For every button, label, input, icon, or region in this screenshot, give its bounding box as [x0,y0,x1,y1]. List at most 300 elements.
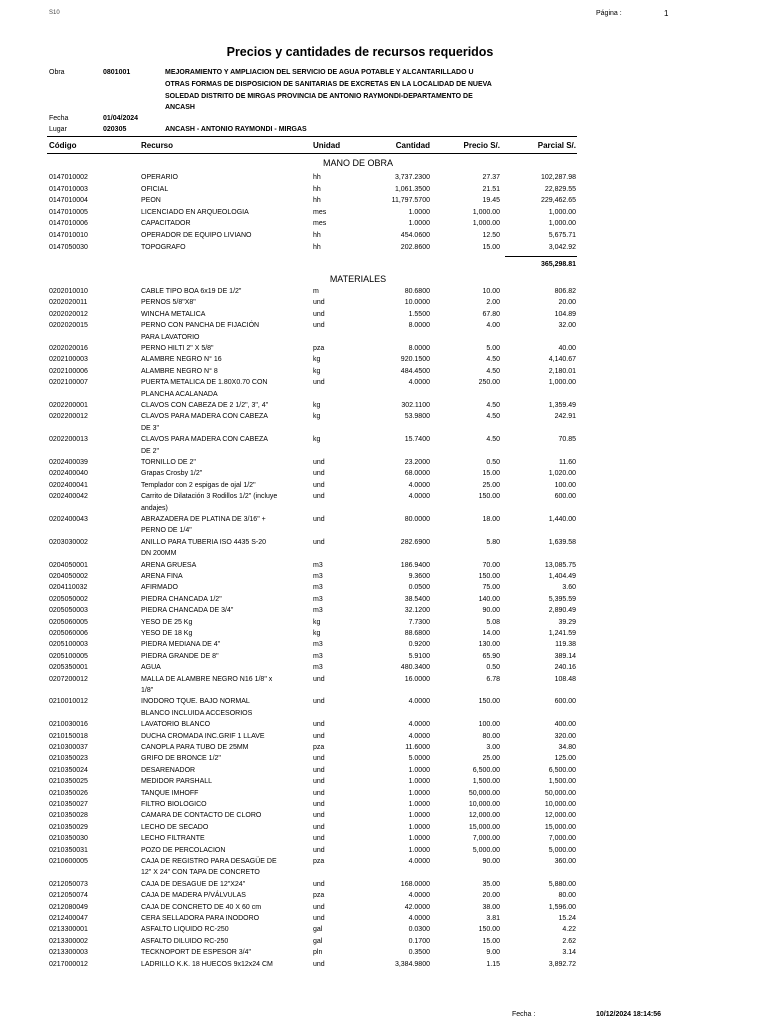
resource-partial: 50,000.00 [544,789,576,797]
resource-code: 0147010006 [49,220,88,228]
resource-price: 150.00 [478,698,500,706]
page-title: Precios y cantidades de recursos requeridos [226,45,494,59]
resource-name: CLAVOS CON CABEZA DE 2 1/2", 3", 4" [141,402,269,409]
resource-name-continued: PERNO DE 1/4" [141,527,192,535]
col-header-parcial: Parcial S/. [537,141,576,150]
resource-name: CLAVOS PARA MADERA CON CABEZA [141,436,268,444]
col-header-codigo: Código [49,141,77,150]
table-row [0,196,768,206]
resource-partial: 400.00 [554,721,576,729]
resource-quantity: 32.1200 [404,607,430,615]
resource-unit: und [313,789,325,797]
resource-quantity: 16.0000 [404,675,430,683]
resource-name: Grapas Crosby 1/2" [141,470,203,478]
resource-quantity: 202.8600 [400,243,430,251]
resource-quantity: 4.0000 [408,379,430,387]
resource-price: 12.50 [482,232,500,239]
table-row [0,846,768,856]
resource-unit: kg [313,436,321,444]
resource-name: Carrito de Dilatación 3 Rodillos 1/2" (incluye [141,493,278,501]
resource-unit: m3 [313,641,323,649]
resource-name-continued: andajes) [141,504,168,512]
resource-price: 250.00 [478,379,500,387]
resource-quantity: 4.0000 [408,481,430,489]
resource-unit: m3 [313,652,323,660]
resource-price: 100.00 [478,721,500,729]
resource-partial: 1,241.59 [548,630,576,637]
resource-quantity: 4.0000 [408,721,430,729]
resource-quantity: 0.3500 [408,949,430,957]
table-row [0,618,768,628]
resource-partial: 5,000.00 [548,846,576,854]
resource-partial: 1,000.00 [548,220,576,228]
resource-name: CAMARA DE CONTACTO DE CLORO [141,812,262,820]
resource-name: LICENCIADO EN ARQUEOLOGIA [141,208,249,216]
resource-unit: pza [313,345,325,352]
resource-quantity: 8.0000 [408,345,430,352]
resource-price: 1.15 [486,960,500,968]
table-row [0,492,768,512]
resource-name-continued: BLANCO INCLUIDA ACCESORIOS [141,709,253,717]
resource-partial: 32.00 [558,322,576,330]
resource-code: 0202020016 [49,345,88,352]
resource-price: 6.78 [486,675,500,683]
table-row [0,595,768,605]
resource-code: 0212080049 [49,903,88,911]
resource-partial: 2.62 [562,937,576,945]
resource-partial: 1,000.00 [548,208,576,216]
resource-quantity: 480.3400 [400,664,430,672]
section-mano-de-obra: MANO DE OBRA [322,158,393,168]
resource-name: CAJA DE DESAGUE DE 12"X24" [141,880,246,888]
resource-code: 0210350023 [49,755,88,763]
footer-fecha-label: Fecha : [512,1011,536,1018]
resource-code: 0213300002 [49,937,88,945]
resource-code: 0205050002 [49,595,88,603]
resource-unit: pza [313,858,325,865]
col-header-precio: Precio S/. [463,141,500,150]
resource-name-continued: PARA LAVATORIO [141,333,200,341]
resource-code: 0205060006 [49,630,88,637]
resource-partial: 3,892.72 [548,960,576,968]
resource-unit: gal [313,937,323,945]
resource-name: OPERADOR DE EQUIPO LIVIANO [141,232,252,239]
resource-price: 4.00 [486,322,500,330]
table-row [0,914,768,924]
resource-code: 0210350025 [49,778,88,786]
resource-code: 0204110032 [49,584,88,592]
resource-code: 0210350024 [49,766,88,774]
resource-name: PERNO CON PANCHA DE FIJACIÓN [141,322,260,330]
resource-partial: 5,675.71 [548,232,576,239]
resource-quantity: 88.6800 [404,630,430,637]
resource-name: YESO DE 25 Kg [141,618,193,626]
resource-name: TORNILLO DE 2" [141,459,196,466]
resource-price: 4.50 [486,436,500,444]
resource-quantity: 11,797.5700 [391,197,430,205]
resource-code: 0147010010 [49,232,88,239]
resource-price: 67.80 [482,310,500,318]
resource-name: FILTRO BIOLOGICO [141,801,207,808]
resource-unit: m [313,288,319,295]
resource-name: DESARENADOR [141,766,196,774]
resource-price: 90.00 [482,607,500,615]
resource-price: 0.50 [486,664,500,672]
resource-price: 1,000.00 [472,208,500,216]
resource-name: TOPOGRAFO [141,243,186,251]
resource-partial: 80.00 [558,892,576,900]
lugar-name: ANCASH - ANTONIO RAYMONDI - MIRGAS [165,126,307,133]
resource-unit: kg [313,367,321,375]
resource-price: 14.00 [482,630,500,637]
resource-code: 0210350030 [49,835,88,843]
table-row [0,219,768,229]
resource-price: 4.50 [486,413,500,421]
resource-price: 20.00 [482,892,500,900]
resource-name: GRIFO DE BRONCE 1/2" [141,755,221,763]
resource-quantity: 68.0000 [404,470,430,478]
fecha-value: 01/04/2024 [103,115,139,122]
table-row [0,777,768,787]
table-row [0,298,768,308]
resource-code: 0210350027 [49,801,88,808]
resource-unit: und [313,379,325,387]
resource-unit: hh [313,243,321,251]
resource-code: 0217000012 [49,960,88,968]
resource-partial: 108.48 [554,675,576,683]
resource-code: 0202020015 [49,322,88,330]
resource-price: 35.00 [482,880,500,888]
resource-partial: 102,287.98 [540,174,576,181]
lugar-label: Lugar [49,126,67,133]
resource-partial: 3.14 [562,949,576,957]
resource-code: 0202100007 [49,379,88,387]
resource-code: 0203030002 [49,538,88,546]
table-row [0,948,768,958]
table-row [0,766,768,776]
resource-code: 0210300037 [49,744,88,751]
resource-name: CANOPLA PARA TUBO DE 25MM [141,744,249,751]
resource-quantity: 10.0000 [404,299,430,307]
resource-unit: und [313,721,325,729]
resource-code: 0210150018 [49,732,88,740]
resource-quantity: 1.0000 [408,846,430,854]
resource-unit: hh [313,232,321,239]
resource-unit: und [313,322,325,330]
resource-price: 15,000.00 [468,823,500,831]
resource-price: 15.00 [482,243,500,251]
resource-unit: und [313,755,325,763]
resource-name: PERNO HILTI 2" X 5/8" [141,345,214,352]
resource-unit: kg [313,402,321,409]
resource-name: LECHO DE SECADO [141,823,209,831]
resource-quantity: 454.0600 [400,232,430,239]
resource-name: AFIRMADO [141,584,178,592]
resource-quantity: 3,737.2300 [394,174,430,181]
resource-code: 0147010003 [49,185,88,193]
resource-name-continued: DE 2" [141,447,160,455]
resource-quantity: 7.7300 [408,618,430,626]
resource-unit: hh [313,185,321,193]
resource-name: OPERARIO [141,174,178,181]
obra-line-1: MEJORAMIENTO Y AMPLIACION DEL SERVICIO DE AGUA POTABLE Y ALCANTARILLADO U [165,69,474,76]
resource-partial: 7,000.00 [548,835,576,843]
resource-price: 150.00 [478,573,500,580]
resource-unit: m3 [313,573,323,580]
resource-quantity: 1.0000 [408,812,430,820]
table-row [0,173,768,183]
resource-price: 5.00 [486,345,500,352]
resource-partial: 1,639.58 [548,538,576,546]
resource-code: 0205050003 [49,607,88,615]
resource-price: 50,000.00 [468,789,500,797]
resource-partial: 1,500.00 [548,778,576,786]
obra-label: Obra [49,69,65,76]
resource-unit: und [313,823,325,831]
resource-name: YESO DE 18 Kg [141,630,193,637]
resource-quantity: 80.6800 [404,288,430,295]
resource-price: 80.00 [482,732,500,740]
table-row [0,960,768,970]
resource-unit: und [313,459,325,466]
resource-unit: und [313,903,325,911]
resource-unit: gal [313,926,323,934]
resource-quantity: 4.0000 [408,493,430,501]
table-row [0,572,768,582]
resource-code: 0213300003 [49,949,88,957]
resource-price: 21.51 [482,185,500,193]
table-row [0,697,768,717]
resource-code: 0202400043 [49,516,88,523]
table-row [0,538,768,558]
resource-unit: und [313,846,325,854]
table-row [0,561,768,571]
resource-code: 0205100003 [49,641,88,649]
resource-price: 70.00 [482,561,500,569]
resource-partial: 389.14 [554,652,576,660]
table-row [0,640,768,650]
resource-unit: hh [313,174,321,181]
resource-partial: 3.60 [562,584,576,592]
resource-quantity: 8.0000 [408,322,430,330]
resource-price: 12,000.00 [468,812,500,820]
table-row [0,344,768,354]
resource-code: 0212400047 [49,915,88,922]
resource-price: 1,500.00 [472,778,500,786]
resource-quantity: 11.6000 [405,744,430,751]
table-row [0,857,768,877]
fecha-label: Fecha [49,115,69,122]
page-number: 1 [664,9,669,18]
resource-quantity: 920.1500 [400,356,430,364]
table-row [0,606,768,616]
resource-name: ARENA GRUESA [141,561,197,569]
resource-name: AGUA [141,664,161,672]
table-row [0,355,768,365]
resource-price: 65.90 [482,652,500,660]
resource-unit: pza [313,744,325,751]
col-header-recurso: Recurso [141,141,174,150]
resource-partial: 15,000.00 [544,823,576,831]
resource-price: 3.81 [486,915,500,922]
resource-quantity: 1.0000 [408,208,430,216]
resource-unit: kg [313,413,321,421]
resource-price: 5.80 [486,538,500,546]
resource-quantity: 1.0000 [408,778,430,786]
resource-partial: 104.89 [554,310,576,318]
resource-code: 0202400039 [49,459,88,466]
resource-unit: und [313,766,325,774]
resource-partial: 119.38 [555,641,576,649]
resource-partial: 2,180.01 [548,367,576,375]
resource-name: Templador con 2 espigas de ojal 1/2" [141,481,256,489]
resource-unit: kg [313,630,321,637]
resource-code: 0205060005 [49,618,88,626]
resource-price: 10.00 [482,288,500,295]
table-row [0,675,768,694]
resource-price: 27.37 [482,174,500,181]
resource-name: CAJA DE CONCRETO DE 40 X 60 cm [141,903,262,911]
resource-name: LECHO FILTRANTE [141,835,205,843]
resource-name-continued: DE 3" [141,424,160,432]
resource-code: 0210600005 [49,858,88,865]
resource-name: PIEDRA CHANCADA 1/2" [141,595,222,603]
resource-price: 3.00 [486,744,500,751]
resource-quantity: 23.2000 [404,459,430,466]
resource-price: 150.00 [478,926,500,934]
resource-quantity: 0.0300 [408,926,430,934]
col-header-unidad: Unidad [313,141,341,150]
resource-quantity: 38.5400 [404,595,430,603]
resource-code: 0212050073 [49,880,88,888]
resource-quantity: 1.0000 [408,789,430,797]
resource-quantity: 1.0000 [408,766,430,774]
resource-partial: 806.82 [554,288,576,295]
table-row [0,412,768,432]
table-row [0,925,768,935]
resource-quantity: 4.0000 [408,732,430,740]
table-row [0,823,768,833]
resource-partial: 1,596.00 [548,903,576,911]
resource-code: 0202020011 [49,299,88,307]
resource-code: 0210030016 [49,721,88,729]
resource-partial: 320.00 [554,732,576,740]
resource-name: POZO DE PERCOLACION [141,846,226,854]
resource-unit: pza [313,892,325,900]
resource-quantity: 1.0000 [408,801,430,808]
resource-partial: 12,000.00 [544,812,576,820]
resource-partial: 3,042.92 [548,243,576,251]
page-label: Página : [596,10,622,17]
resource-name: PUERTA METALICA DE 1.80X0.70 CON [141,379,268,387]
resource-unit: und [313,960,325,968]
resource-price: 15.00 [482,937,500,945]
resource-partial: 39.29 [558,618,576,626]
resource-partial: 229,462.65 [540,197,576,205]
table-row [0,435,768,455]
resource-code: 0147010002 [49,174,88,181]
resource-unit: und [313,310,325,318]
resource-code: 0202100003 [49,356,88,364]
table-row [0,469,768,479]
resource-name: PIEDRA MEDIANA DE 4" [141,641,221,649]
resource-name-continued: DN 200MM [141,550,177,558]
resource-code: 0202200013 [49,436,88,444]
resource-partial: 70.85 [558,436,576,444]
resource-quantity: 186.9400 [400,561,430,569]
resource-code: 0205100005 [49,652,88,660]
resource-code: 0202100006 [49,367,88,375]
resource-partial: 5,880.00 [548,880,576,888]
resource-quantity: 1,061.3500 [394,185,430,193]
resource-code: 0202020012 [49,310,88,318]
table-row [0,287,768,297]
table-row [0,937,768,947]
resource-unit: mes [313,220,327,228]
resource-quantity: 1.0000 [408,835,430,843]
resource-unit: und [313,481,325,489]
resource-code: 0210010012 [49,698,88,706]
resource-unit: und [313,778,325,786]
resource-quantity: 53.9800 [404,413,430,421]
resource-price: 15.00 [482,470,500,478]
resource-partial: 1,404.49 [548,573,576,580]
obra-code: 0801001 [103,69,131,76]
resource-unit: m3 [313,664,323,672]
resource-name: ANILLO PARA TUBERIA ISO 4435 S-20 [141,538,267,546]
resource-partial: 10,000.00 [544,801,576,808]
resource-unit: mes [313,208,327,216]
resource-partial: 11.60 [559,459,576,466]
resource-price: 6,500.00 [472,766,500,774]
resource-code: 0210350031 [49,846,88,854]
resource-unit: und [313,915,325,922]
resource-name: CAPACITADOR [141,220,191,228]
resource-quantity: 4.0000 [408,892,430,900]
resource-quantity: 4.0000 [408,698,430,706]
resource-unit: m3 [313,595,323,603]
resource-code: 0210350029 [49,823,88,831]
table-row [0,720,768,730]
resource-partial: 242.91 [554,413,576,421]
resource-partial: 2,890.49 [548,607,576,615]
mano-de-obra-total: 365,298.81 [540,261,576,268]
resource-quantity: 302.1100 [401,402,430,409]
resource-name: ALAMBRE NEGRO N° 8 [141,367,218,375]
resource-unit: und [313,812,325,820]
resource-name: CAJA DE MADERA P/VÁLVULAS [141,892,246,900]
resource-name: DUCHA CROMADA INC.GRIF 1 LLAVE [141,732,265,740]
resource-partial: 1,000.00 [548,379,576,387]
resource-code: 0213300001 [49,926,88,934]
resource-unit: und [313,470,325,478]
resource-unit: und [313,493,325,501]
resource-name: LADRILLO K.K. 18 HUECOS 9x12x24 CM [141,960,273,968]
resource-name: CERA SELLADORA PARA INODORO [141,915,260,922]
table-row [0,880,768,890]
table-row [0,481,768,491]
resource-partial: 1,359.49 [548,402,576,409]
resource-code: 0202200001 [49,402,88,409]
table-row [0,891,768,901]
resource-name: CABLE TIPO BOA 6x19 DE 1/2" [141,288,242,295]
section-materiales: MATERIALES [329,274,387,284]
resource-name: ASFALTO DILUIDO RC-250 [141,937,229,945]
resource-price: 38.00 [482,903,500,911]
resource-code: 0210350026 [49,789,88,797]
resource-quantity: 0.9200 [408,641,430,649]
resource-quantity: 5.0000 [408,755,430,763]
